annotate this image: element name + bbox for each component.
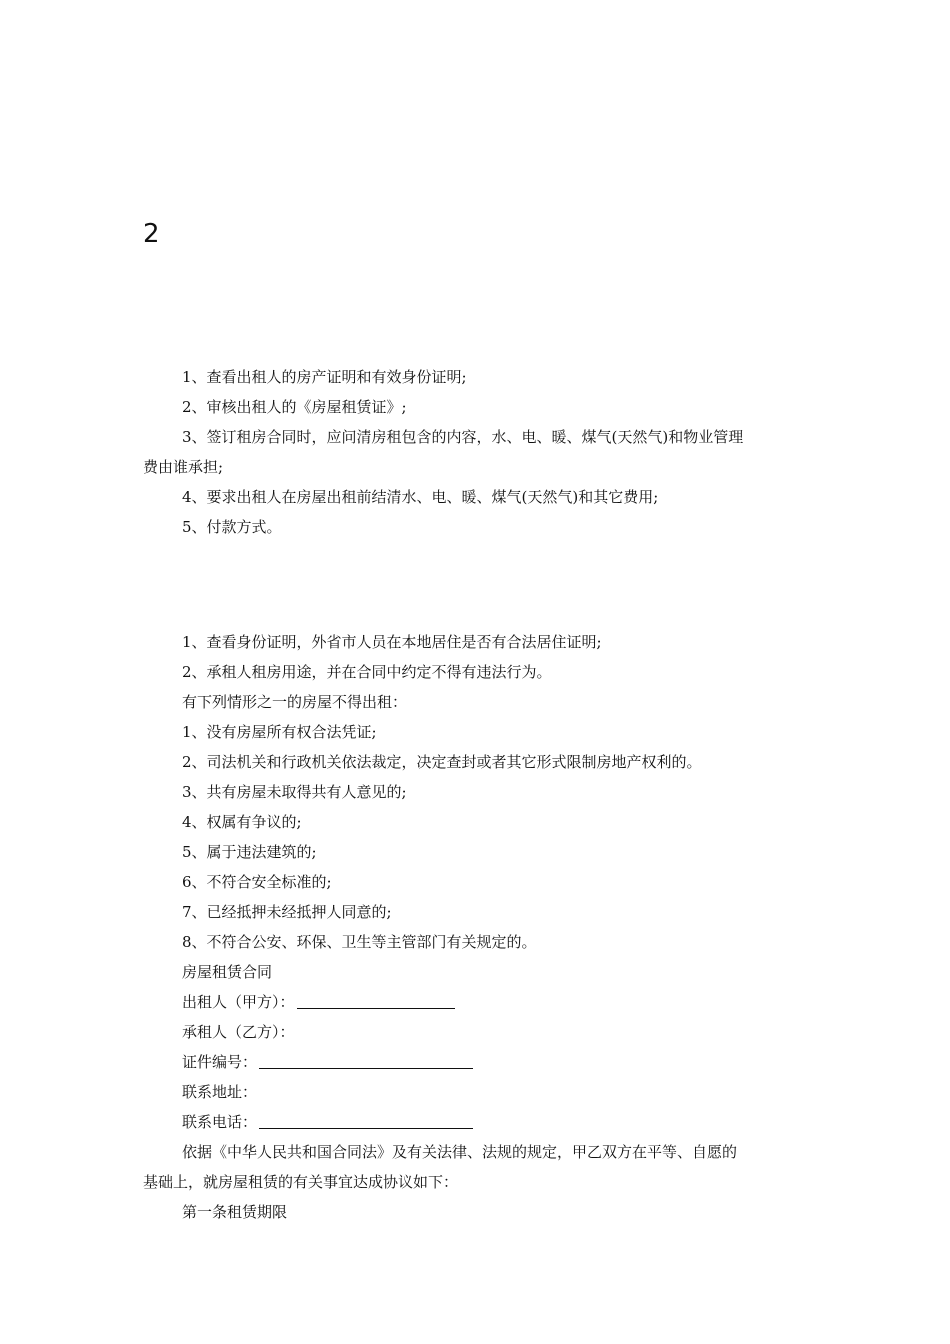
landlord-item: 4、要求出租人在房屋出租前结清水、电、暖、煤气(天然气)和其它费用; (182, 488, 659, 506)
tenant-item: 1、查看身份证明，外省市人员在本地居住是否有合法居住证明; (182, 633, 602, 651)
contract-preamble-continuation: 基础上，就房屋租赁的有关事宜达成协议如下： (143, 1173, 459, 1191)
id-label: 证件编号： (182, 1053, 258, 1071)
lessee-label: 承租人（乙方）： (182, 1023, 295, 1041)
prohibited-item: 7、已经抵押未经抵押人同意的; (182, 903, 392, 921)
prohibited-item: 5、属于违法建筑的; (182, 843, 317, 861)
contract-preamble: 依据《中华人民共和国合同法》及有关法律、法规的规定，甲乙双方在平等、自愿的 (182, 1143, 738, 1161)
contract-title: 房屋租赁合同 (182, 963, 273, 981)
phone-label: 联系电话： (182, 1113, 258, 1131)
prohibited-heading: 有下列情形之一的房屋不得出租： (182, 693, 408, 711)
landlord-item: 3、签订租房合同时，应问清房租包含的内容，水、电、暖、煤气(天然气)和物业管理 (182, 428, 744, 446)
landlord-item: 2、审核出租人的《房屋租赁证》; (182, 398, 407, 416)
phone-field (182, 1112, 473, 1132)
prohibited-item: 8、不符合公安、环保、卫生等主管部门有关规定的。 (182, 933, 537, 951)
landlord-item: 1、查看出租人的房产证明和有效身份证明; (182, 368, 467, 386)
prohibited-item: 4、权属有争议的; (182, 813, 302, 831)
landlord-item: 5、付款方式。 (182, 518, 282, 536)
landlord-item-continuation: 费由谁承担; (143, 458, 224, 476)
page-number: 2 (143, 219, 160, 249)
lessor-label: 出租人（甲方）： (182, 993, 295, 1011)
prohibited-item: 3、共有房屋未取得共有人意见的; (182, 783, 407, 801)
tenant-item: 2、承租人租房用途，并在合同中约定不得有违法行为。 (182, 663, 552, 681)
prohibited-item: 2、司法机关和行政机关依法裁定，决定查封或者其它形式限制房地产权利的。 (182, 753, 702, 771)
address-field (182, 1082, 257, 1102)
id-blank (259, 1054, 473, 1069)
phone-blank (259, 1114, 473, 1129)
address-label: 联系地址： (182, 1083, 258, 1101)
lessor-field (182, 992, 455, 1012)
lessee-field (182, 1022, 295, 1042)
prohibited-item: 1、没有房屋所有权合法凭证; (182, 723, 377, 741)
lessor-blank (297, 994, 455, 1009)
prohibited-item: 6、不符合安全标准的; (182, 873, 332, 891)
article-heading: 第一条租赁期限 (182, 1203, 288, 1221)
id-field (182, 1052, 473, 1072)
